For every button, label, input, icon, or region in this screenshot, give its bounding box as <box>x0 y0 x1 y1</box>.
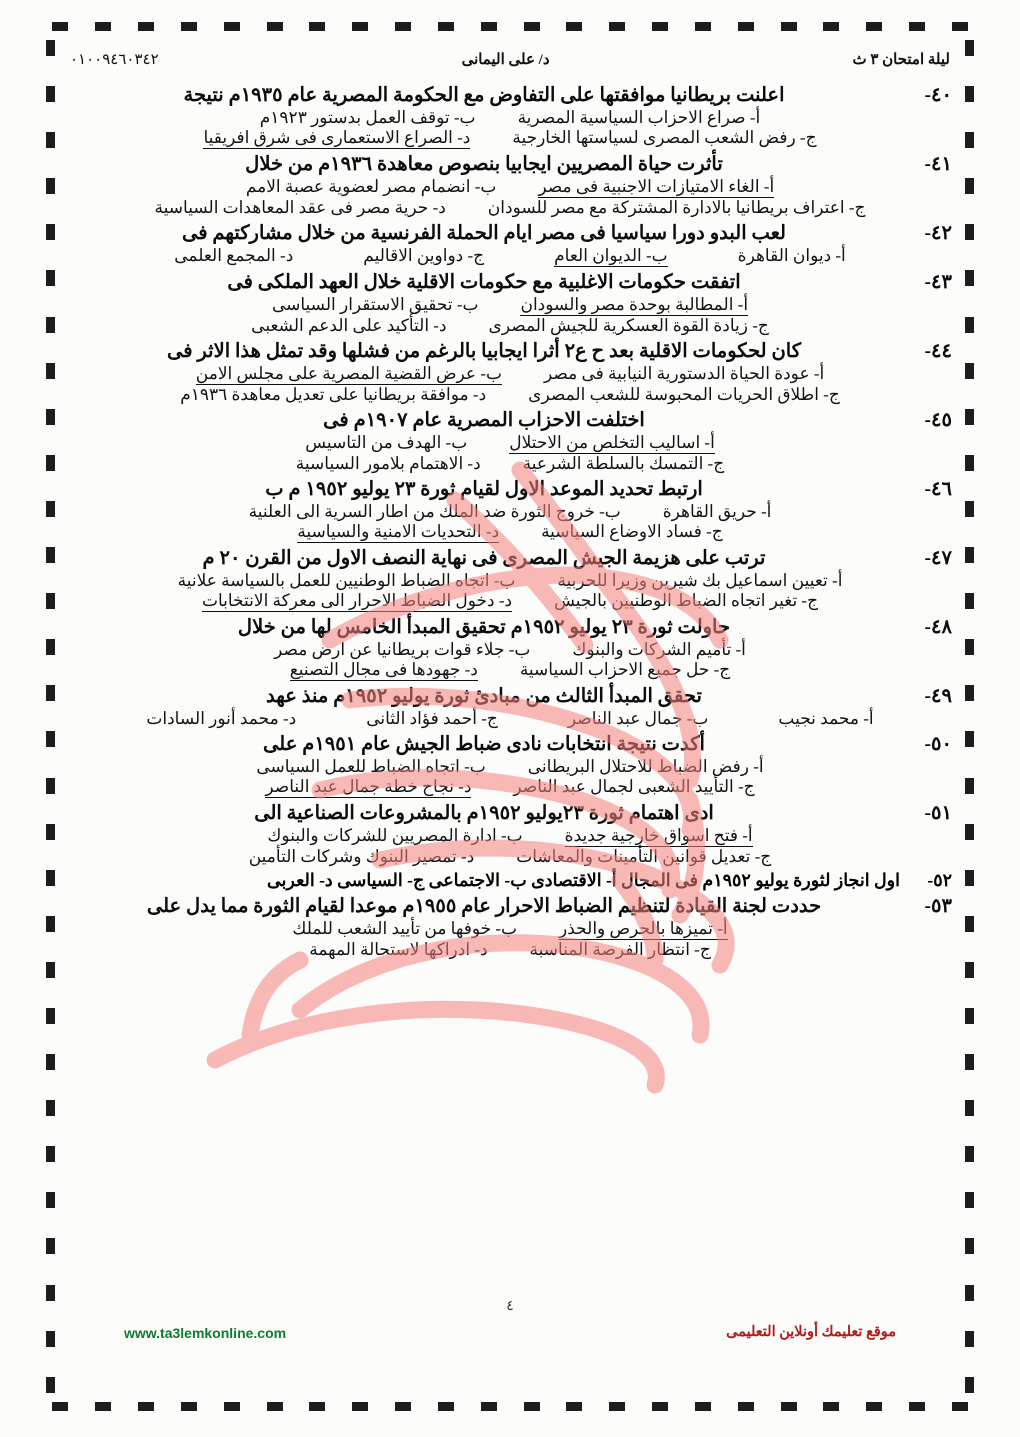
page-number: ٤ <box>506 1299 514 1314</box>
question-text: ترتب على هزيمة الجيش المصرى فى نهاية النصف الاول من القرن ٢٠ م <box>202 548 766 569</box>
question-number: ٤٨- <box>924 617 952 638</box>
option-marked: د- نجاح خطة جمال عبد الناصر <box>265 777 472 796</box>
option: د- حرية مصر فى عقد المعاهدات السياسية <box>154 198 446 217</box>
question-item <box>68 801 952 867</box>
question-text: ادى اهتمام ثورة ٢٣يوليو ١٩٥٢م بالمشروعات الصناعية الى <box>254 803 714 824</box>
question-item-inline <box>68 870 952 891</box>
option: ب- انضمام مصر لعضوية عصبة الامم <box>245 177 497 196</box>
option-marked: د- دخول الضباط الاحرار الى معركة الانتخابات <box>201 591 513 610</box>
option-marked: د- جهودها فى مجال التصنيع <box>289 660 478 679</box>
option: ب- اتجاه الضباط للعمل السياسى <box>256 757 486 776</box>
option: ب- جلاء قوات بريطانيا عن ارض مصر <box>274 640 531 659</box>
question-number: ٤٥- <box>924 410 952 431</box>
option: أ- ديوان القاهرة <box>737 246 846 265</box>
question-item <box>68 408 952 474</box>
question-text: اعلنت بريطانيا موافقتها على التفاوض مع الحكومة المصرية عام ١٩٣٥م نتيجة <box>183 85 785 106</box>
option: ج- أحمد فؤاد الثانى <box>366 709 498 728</box>
option: د- محمد أنور السادات <box>146 709 297 728</box>
question-text: ارتبط تحديد الموعد الاول لقيام ثورة ٢٣ يوليو ١٩٥٢ م ب <box>265 479 703 500</box>
option-marked: أ- تميزها بالحرص والحذر <box>559 919 728 938</box>
page-content <box>62 46 958 1393</box>
question-item <box>68 894 952 960</box>
question-item <box>68 732 952 798</box>
header-teacher-name: د/ على اليمانى <box>461 52 550 68</box>
option: ب- اتجاه الضباط الوطنيين للعمل بالسياسة علانية <box>177 571 516 590</box>
question-item <box>68 83 952 149</box>
option: د- ادراكها لاستحالة المهمة <box>309 940 488 959</box>
option: أ- محمد نجيب <box>778 709 874 728</box>
option-marked: أ- فتح اسواق خارجية جديدة <box>564 826 753 845</box>
option: ب- الهدف من التاسيس <box>305 433 468 452</box>
option: ج- اطلاق الحريات المحبوسة للشعب المصرى <box>528 385 840 404</box>
option: أ- عودة الحياة الدستورية النيابية فى مصر <box>543 364 825 383</box>
option: أ- صراع الاحزاب السياسية المصرية <box>517 108 761 127</box>
header-exam-title: ليلة امتحان ٣ ث <box>852 52 950 68</box>
option: د- الاهتمام بلامور السياسية <box>295 454 481 473</box>
option: ج- التأييد الشعبى لجمال عبد الناصر <box>513 777 755 796</box>
option-marked: د- التحديات الامنية والسياسية <box>297 522 500 541</box>
question-number: ٤٠- <box>924 85 952 106</box>
border-dots-left <box>46 40 55 1393</box>
question-item <box>68 221 952 267</box>
option: د- موافقة بريطانيا على تعديل معاهدة ١٩٣٦م <box>180 385 487 404</box>
option: ب- توقف العمل بدستور ١٩٢٣م <box>259 108 476 127</box>
header-phone-number: ٠١٠٠٩٤٦٠٣٤٢ <box>70 52 159 68</box>
question-number: ٤٩- <box>924 686 952 707</box>
page-header <box>62 46 958 69</box>
option-marked: أ- اساليب التخلص من الاحتلال <box>509 433 715 452</box>
question-text: اختلفت الاحزاب المصرية عام ١٩٠٧م فى <box>323 410 645 431</box>
question-number: ٤٢- <box>924 223 952 244</box>
questions-list <box>62 83 958 960</box>
question-text: حاولت ثورة ٢٣ يوليو ١٩٥٢م تحقيق المبدأ الخامس لها من خلال <box>237 617 731 638</box>
option-marked: د- الصراع الاستعمارى فى شرق افريقيا <box>203 128 471 147</box>
option-marked: ب- عرض القضية المصرية على مجلس الامن <box>195 364 502 383</box>
question-number: ٥٢- <box>927 870 952 890</box>
question-item <box>68 152 952 218</box>
option: ج- زيادة القوة العسكرية للجيش المصرى <box>488 316 769 335</box>
question-number: ٥٣- <box>924 896 952 917</box>
border-dots-bottom <box>52 1402 968 1411</box>
question-number: ٤٣- <box>924 272 952 293</box>
question-item <box>68 477 952 543</box>
option: ج- انتظار الفرصة المناسبة <box>529 940 711 959</box>
question-text: تأثرت حياة المصريين ايجابيا بنصوص معاهدة ١٩٣٦م من خلال <box>245 154 723 175</box>
option: د- التأكيد على الدعم الشعبى <box>251 316 447 335</box>
question-item <box>68 339 952 405</box>
question-item <box>68 684 952 729</box>
question-item <box>68 546 952 612</box>
border-dots-right <box>965 40 974 1393</box>
option: ج- حل جميع الاحزاب السياسية <box>519 660 731 679</box>
question-text: حددت لجنة القيادة لتنظيم الضباط الاحرار عام ١٩٥٥م موعدا لقيام الثورة مما يدل على <box>146 896 822 917</box>
option: أ- تأميم الشركات والبنوك <box>572 640 746 659</box>
option: ج- تغير اتجاه الضباط الوطنيين بالجيش <box>554 591 819 610</box>
option: ج- اعتراف بريطانيا بالادارة المشتركة مع مصر للسودان <box>487 198 866 217</box>
option: ج- رفض الشعب المصرى لسياستها الخارجية <box>512 128 817 147</box>
question-item <box>68 615 952 681</box>
option: أ- حريق القاهرة <box>662 502 772 521</box>
option: ج- التمسك بالسلطة الشرعية <box>522 454 725 473</box>
option-marked: أ- الغاء الامتيازات الاجنبية فى مصر <box>538 177 775 196</box>
question-number: ٤٦- <box>924 479 952 500</box>
question-item <box>68 270 952 336</box>
page-footer <box>124 1324 896 1341</box>
border-dots-top <box>52 22 968 31</box>
option: أ- تعيين اسماعيل بك شيرين وزيرا للحربية <box>557 571 843 590</box>
question-number: ٥١- <box>924 803 952 824</box>
option: ب- ادارة المصريين للشركات والبنوك <box>267 826 523 845</box>
question-text: لعب البدو دورا سياسيا فى مصر ايام الحملة الفرنسية من خلال مشاركتهم فى <box>181 223 787 244</box>
option: ب- خروج الثورة ضد الملك من اطار السرية الى العلنية <box>248 502 621 521</box>
option: ج- تعديل قوانين التأمينات والمعاشات <box>516 847 772 866</box>
question-text: تحقق المبدأ الثالث من مبادئ ثورة يوليو ١٩٥٢م منذ عهد <box>266 686 702 707</box>
question-text: اول انجاز لثورة يوليو ١٩٥٢م فى المجال أ- الاقتصادى ب- الاجتماعى ج- السياسى د- العربى <box>266 870 900 890</box>
option: ج- فساد الاوضاع السياسية <box>541 522 723 541</box>
question-text: كان لحكومات الاقلية بعد ح ع٢ أثرا ايجابيا بالرغم من فشلها وقد تمثل هذا الاثر فى <box>166 341 802 362</box>
question-number: ٥٠- <box>924 734 952 755</box>
option-marked: ب- الديوان العام <box>554 246 668 265</box>
question-number: ٤٤- <box>924 341 952 362</box>
website-url[interactable]: www.ta3lemkonline.com <box>124 1324 287 1341</box>
option: ب- خوفها من تأييد الشعب للملك <box>292 919 518 938</box>
question-text: اتفقت حكومات الاغلبية مع حكومات الاقلية خلال العهد الملكى فى <box>227 272 741 293</box>
option: ج- دواوين الاقاليم <box>363 246 485 265</box>
option: ب- جمال عبد الناصر <box>567 709 709 728</box>
option: د- المجمع العلمى <box>174 246 294 265</box>
brand-name: موقع تعليمك أونلاين التعليمى <box>726 1324 896 1340</box>
question-text: أكدت نتيجة انتخابات نادى ضباط الجيش عام ١٩٥١م على <box>263 734 705 755</box>
option: ب- تحقيق الاستقرار السياسى <box>271 295 479 314</box>
option: د- تمصير البنوك وشركات التأمين <box>248 847 475 866</box>
option: أ- رفض الضباط للاحتلال البريطانى <box>527 757 764 776</box>
option-marked: أ- المطالبة بوحدة مصر والسودان <box>520 295 749 314</box>
question-number: ٤٧- <box>924 548 952 569</box>
question-number: ٤١- <box>924 154 952 175</box>
